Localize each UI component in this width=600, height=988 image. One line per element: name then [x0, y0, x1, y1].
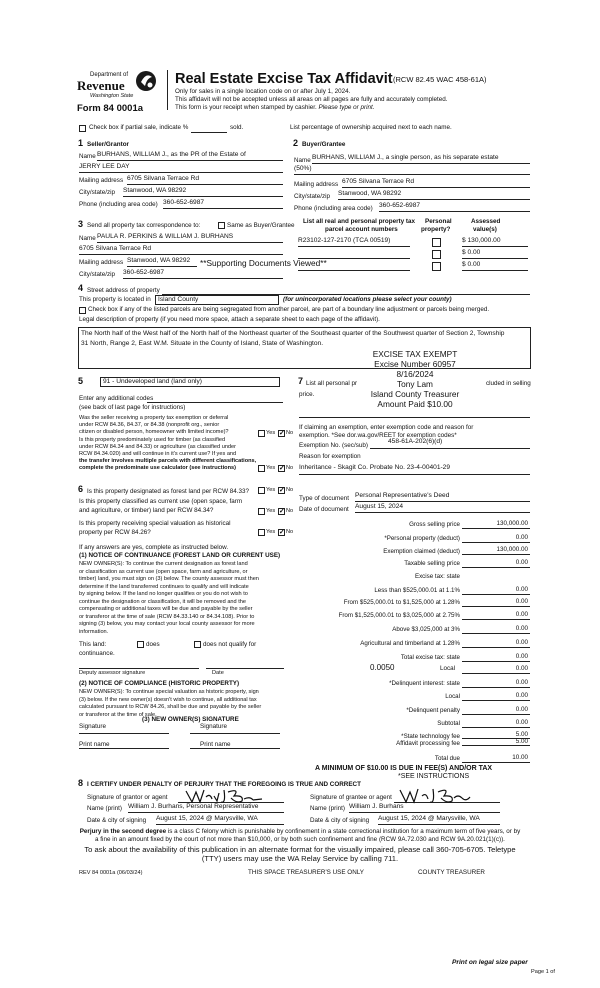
buyer-city-label: City/state/zip	[294, 193, 331, 200]
stamp-line-6: Amount Paid $10.00	[377, 399, 453, 409]
personal-property-line[interactable]	[299, 417, 530, 418]
perjury-line-2: a fine in an amount fixed by the court of not more than $10,000, or by both such confinement and fine (RCW 9A.72.030 and RCW 9A.20.021(1)(c)).	[95, 836, 505, 843]
section-1-number: 1	[78, 138, 84, 148]
calc-line	[462, 619, 530, 620]
page-number: Page 1 of	[531, 969, 555, 975]
continuance-label: continuance.	[79, 650, 115, 657]
exemption-no-label: Exemption No. (sec/sub)	[299, 442, 368, 449]
q-timber-yes: Yes	[266, 465, 276, 471]
q-exemption-l3: citizen or disabled person, homeowner with limited income)?	[79, 429, 229, 435]
q-timber-no: No	[286, 465, 294, 471]
grantor-name-line	[128, 812, 284, 813]
legal-line-2: 31 North, Range 2, East W.M. Situate in the County of Island, State of Washington.	[81, 340, 324, 347]
same-as-buyer-label: Same as Buyer/Grantee	[227, 222, 295, 229]
deputy-date-label: Date	[212, 670, 224, 676]
segregated-label: Check box if any of the listed parcels are being segregated from another parcel, are part of a boundary line adjustment or parcels being merged.	[88, 306, 490, 313]
grantee-name[interactable]: William J. Burhans	[349, 803, 404, 810]
parcel-row-1[interactable]: R23102-127-2170 (TCA 00519)	[298, 237, 391, 244]
assessed-col-header-2: value(s)	[473, 226, 497, 233]
grantee-signature-icon	[398, 786, 478, 806]
header-divider	[167, 70, 168, 110]
calc-label: Exemption claimed (deduct)	[383, 548, 460, 555]
section-7-number: 7	[298, 376, 304, 386]
local2-label: Local	[445, 693, 460, 700]
notice1-line: by signing below. If the land no longer qualifies or you do not wish to	[79, 591, 248, 597]
calc-line	[462, 661, 530, 662]
local2-value[interactable]: 0.00	[515, 692, 528, 699]
parcel-col-header-2: parcel account numbers	[325, 226, 398, 233]
seller-name-line2[interactable]: JERRY LEE DAY	[79, 163, 130, 170]
tax-mailing-label: Mailing address	[79, 259, 124, 266]
q-forest-yes: Yes	[266, 487, 276, 493]
q-forest-no-checkbox[interactable]: ✓	[279, 487, 285, 494]
calc-label: *Personal property (deduct)	[384, 535, 460, 542]
q-exemption-yes-checkbox[interactable]	[258, 430, 265, 437]
seller-name2-underline	[79, 172, 283, 173]
seller-mailing[interactable]: 6705 Silvana Terrace Rd	[127, 175, 200, 182]
deputy-sig-label: Deputy assessor signature	[79, 670, 146, 676]
deputy-date-line[interactable]	[206, 668, 284, 669]
calc-value[interactable]: 0.00	[515, 559, 528, 566]
notice1-line: NEW OWNER(S): To continue the current designation as forest land	[79, 561, 248, 567]
calc-value[interactable]: 0.00	[515, 534, 528, 541]
parcel-row-1-line	[298, 246, 410, 247]
q-current-use-no: No	[286, 508, 294, 514]
section-6-number: 6	[78, 484, 84, 494]
grantor-name[interactable]: William J. Burhans, Personal Representative	[128, 803, 259, 810]
q-forest-yes-checkbox[interactable]	[258, 487, 265, 494]
buyer-phone-underline	[379, 211, 530, 212]
notice2-line: NEW OWNER(S): To continue special valuation as historic property, sign	[79, 689, 259, 695]
subtotal-label: Subtotal	[437, 720, 460, 727]
grantee-date-label: Date & city of signing	[310, 817, 370, 824]
calc-label: From $525,000.01 to $1,525,000 at 1.28%	[343, 599, 460, 606]
header-note-2: This affidavit will not be accepted unless all areas on all pages are fully and accurately completed.	[175, 96, 448, 103]
personal-property-checkbox-2[interactable]	[432, 250, 441, 259]
local-rate: 0.0050	[370, 663, 395, 672]
calc-label: Excise tax: state	[414, 573, 460, 580]
total-due-value[interactable]: 10.00	[512, 754, 528, 761]
delinquent-penalty-label: *Delinquent penalty	[406, 707, 460, 714]
calc-label: Agricultural and timberland at 1.28%	[360, 640, 460, 647]
seller-phone[interactable]: 360-652-6987	[163, 199, 205, 206]
land-does-not-label: does not qualify for	[203, 641, 257, 648]
owner-sig-label-1: Signature	[79, 723, 106, 730]
partial-percent-line[interactable]	[191, 132, 227, 133]
additional-codes-line[interactable]	[147, 402, 283, 403]
calc-label: Total excise tax: state	[400, 654, 460, 661]
county-value: Island County	[158, 296, 199, 303]
tax-name-label: Name	[79, 235, 96, 242]
same-as-buyer-checkbox[interactable]	[218, 222, 225, 229]
buyer-name2-underline	[294, 174, 530, 175]
buyer-name-line2[interactable]: (50%)	[294, 165, 312, 172]
tech-fee-label: *State technology fee	[401, 733, 460, 740]
stamp-line-4: Tony Lam	[397, 379, 433, 389]
legal-description-label: Legal description of property (if you need more space, attach a separate sheet to each page of the affidavit).	[79, 316, 380, 323]
notice-continuance-title: (1) NOTICE OF CONTINUANCE (FOREST LAND OR CURRENT USE)	[79, 552, 281, 559]
tax-name2-underline	[79, 254, 283, 255]
calc-line	[462, 687, 530, 688]
section-3-number: 3	[78, 219, 84, 229]
calc-value[interactable]: 0.00	[515, 611, 528, 618]
calc-label: Less than $525,000.01 at 1.1%	[374, 587, 460, 594]
partial-sale-checkbox[interactable]	[79, 125, 86, 132]
buyer-name-label: Name	[294, 157, 311, 164]
assessed-value-2-line	[462, 258, 528, 259]
dor-emblem-icon	[134, 68, 158, 94]
owner-print-label-1: Print name	[79, 741, 110, 748]
q-timber-l1: Is this property predominately used for timber (as classified	[79, 437, 226, 443]
local-label: Local	[440, 665, 456, 672]
buyer-name-underline	[312, 163, 530, 164]
unincorporated-note: (for unincorporated locations please select your county)	[283, 296, 452, 303]
header-note-3: This form is your receipt when stamped by cashier. Please type or print.	[175, 104, 375, 111]
q-current-use-l2: and agriculture, or timber) land per RCW 84.34?	[79, 507, 214, 514]
certify-statement: I CERTIFY UNDER PENALTY OF PERJURY THAT THE FOREGOING IS TRUE AND CORRECT	[87, 781, 361, 788]
q-current-use-yes: Yes	[266, 508, 276, 514]
q-exemption-no-checkbox[interactable]: ✓	[279, 430, 285, 437]
form-title: Real Estate Excise Tax Affidavit	[175, 71, 393, 87]
calc-line	[462, 554, 530, 555]
notice1-line: or transferor at the time of sale (RCW 84.33.140 or 84.34.108). Prior to	[79, 613, 255, 620]
calc-line	[462, 594, 530, 595]
tax-city-label: City/state/zip	[79, 271, 116, 278]
q-current-use-l1: Is this property classified as current use (open space, farm	[79, 498, 243, 505]
exemption-no-line	[370, 448, 530, 449]
notice1-line: or classification as current use (open space, farm and agriculture, or	[79, 568, 248, 575]
owner-sig-line-1[interactable]	[79, 733, 169, 734]
q-historic-no: No	[286, 529, 294, 535]
calc-value[interactable]: 0.00	[515, 639, 528, 646]
calc-line	[462, 762, 530, 763]
personal-property-checkbox-3[interactable]	[432, 262, 441, 271]
dept-line2: Revenue	[77, 78, 125, 93]
county-treasurer-label: COUNTY TREASURER	[418, 869, 485, 876]
buyer-heading: Buyer/Grantee	[302, 141, 346, 148]
this-land-label: This land:	[79, 641, 107, 648]
calc-line	[462, 542, 530, 543]
q-historic-yes: Yes	[266, 529, 276, 535]
parcel-col-header: List all real and personal property tax	[303, 218, 415, 225]
tax-city-underline	[123, 278, 283, 279]
reason-value[interactable]: Inheritance - Skagit Co. Probate No. 23-4-00401-29	[299, 464, 451, 471]
q-current-use-no-checkbox[interactable]: ✓	[279, 508, 285, 515]
owner-print-label-2: Print name	[200, 741, 231, 748]
seller-phone-label: Phone (including area code)	[79, 201, 158, 208]
rcw-reference: (RCW 82.45 WAC 458-61A)	[393, 75, 487, 84]
notice2-line: (3) below. If the new owner(s) doesn't wish to continue, all additional tax	[79, 696, 257, 703]
q-timber-yes-checkbox[interactable]	[258, 465, 265, 472]
assessed-value-1[interactable]: $ 130,000.00	[462, 237, 501, 244]
buyer-city[interactable]: Stanwood, WA 98292	[338, 190, 402, 197]
stamp-line-2: Excise Number 60957	[374, 359, 456, 369]
delinquent-interest-label: *Delinquent interest: state	[389, 680, 460, 687]
grantee-name-label: Name (print)	[310, 805, 345, 812]
seller-mailing-label: Mailing address	[79, 177, 124, 184]
notice2-line: or transferor at the time of sale.	[79, 711, 157, 718]
dept-line1: Department of	[90, 72, 129, 78]
section-4-number: 4	[78, 283, 84, 293]
parcel-row-2-line[interactable]	[298, 258, 410, 259]
perjury-line-1: Perjury in the second degree is a class C felony which is punishable by confinement in a state correctional institution for a maximum term of five years, or by	[79, 828, 521, 835]
seller-name-label: Name	[79, 153, 96, 160]
land-does-checkbox[interactable]	[137, 641, 144, 648]
section-5-number: 5	[78, 376, 84, 386]
availability-line-2: (TTY) users may use the WA Relay Service by calling 711.	[201, 854, 399, 863]
q-timber-no-checkbox[interactable]: ✓	[279, 465, 285, 472]
availability-line-1: To ask about the availability of this publication in an alternate format for the visually impaired, please call 360-705-6705. Teletype	[84, 845, 516, 854]
tax-name-line1[interactable]: PAULA R. PERKINS & WILLIAM J. BURHANS	[97, 233, 234, 240]
personal-col-header-2: property?	[421, 226, 451, 233]
delinquent-penalty-value[interactable]: 0.00	[515, 706, 528, 713]
calc-line	[462, 700, 530, 701]
tax-city[interactable]: 360-652-6987	[123, 269, 165, 276]
grantor-sig-label: Signature of grantor or agent	[87, 794, 168, 801]
tax-name-line2[interactable]: 6705 Silvana Terrace Rd	[79, 245, 152, 252]
notice-compliance-title: (2) NOTICE OF COMPLIANCE (HISTORIC PROPERTY)	[79, 680, 240, 687]
seller-city[interactable]: Stanwood, WA 98292	[123, 187, 187, 194]
price-label: price.	[299, 391, 315, 398]
grantor-date-label: Date & city of signing	[87, 817, 147, 824]
doc-date-value[interactable]: August 15, 2024	[355, 503, 404, 510]
calc-label: Taxable selling price	[404, 560, 460, 567]
partial-sale-label: Check box if partial sale, indicate %	[89, 124, 189, 131]
q-historic-yes-checkbox[interactable]	[258, 529, 265, 536]
calc-line	[462, 673, 530, 674]
subtotal-value[interactable]: 0.00	[515, 719, 528, 726]
personal-property-checkbox-1[interactable]	[432, 238, 441, 247]
tax-name-underline	[97, 242, 283, 243]
q-historic-l1: Is this property receiving special valuation as historical	[79, 520, 231, 527]
owner-sig-line-2[interactable]	[190, 733, 280, 734]
grantee-date-line	[378, 824, 500, 825]
tech-fee-value[interactable]: 5.00	[515, 731, 528, 738]
calc-line	[462, 745, 530, 746]
minimum-due-note: A MINIMUM OF $10.00 IS DUE IN FEE(S) AND/OR TAX	[315, 765, 493, 772]
assessed-value-3[interactable]: $ 0.00	[462, 261, 481, 268]
form-number: Form 84 0001a	[77, 103, 144, 114]
doc-type-value[interactable]: Personal Representative's Deed	[355, 492, 450, 499]
calc-line	[462, 727, 530, 728]
q-exemption-no: No	[286, 430, 294, 436]
buyer-city-underline	[338, 199, 530, 200]
ownership-note: List percentage of ownership acquired next to each name.	[290, 124, 452, 131]
exemption-claim-l1: If claiming an exemption, enter exemption code and reason for	[299, 424, 474, 431]
q-exemption-l2: under RCW 84.36, 84.37, or 84.38 (nonprofit org., senior	[79, 422, 220, 428]
exemption-no-value[interactable]: 458-61A-202(6)(d)	[388, 438, 443, 445]
calc-label: Gross selling price	[409, 521, 460, 528]
grantee-date[interactable]: August 15, 2024 @ Marysville, WA	[378, 815, 480, 822]
calc-label: Above $3,025,000 at 3%	[392, 626, 460, 633]
see-instructions-note: *SEE INSTRUCTIONS	[398, 773, 470, 780]
seller-name-underline	[97, 160, 283, 161]
assessed-value-1-line	[462, 246, 528, 247]
processing-fee-value[interactable]: 5.00	[515, 738, 528, 745]
grantee-sig-label: Signature of grantee or agent	[310, 794, 392, 801]
section-2-number: 2	[293, 138, 299, 148]
seller-city-label: City/state/zip	[79, 189, 116, 196]
calc-value[interactable]: 130,000.00	[496, 546, 528, 553]
seller-mailing-underline	[127, 184, 283, 185]
calc-line	[462, 567, 530, 568]
assessed-value-2[interactable]: $ 0.00	[462, 249, 481, 256]
treasurer-use-only: THIS SPACE TREASURER'S USE ONLY	[248, 869, 364, 876]
located-in-label: This property is located in	[79, 296, 151, 303]
reason-line	[299, 474, 530, 475]
calc-value[interactable]: 0.00	[515, 598, 528, 605]
seller-name-line1[interactable]: BURHANS, WILLIAM J., as the PR of the Estate of	[97, 151, 246, 158]
personal-col-header: Personal	[425, 218, 452, 225]
tax-mailing[interactable]: Stanwood, WA 98292	[127, 257, 191, 264]
seller-city-underline	[123, 196, 283, 197]
doc-date-label: Date of document	[299, 506, 349, 513]
grantor-name-label: Name (print)	[87, 805, 122, 812]
street-address-label: Street address of property	[87, 287, 160, 294]
notice1-line: timber) land, you must sign on (3) below. The county assessor must then	[79, 576, 259, 582]
calc-value[interactable]: 0.00	[515, 625, 528, 632]
tax-correspondence-heading: Send all property tax correspondence to:	[87, 222, 201, 229]
section-8-number: 8	[78, 778, 84, 788]
calc-value[interactable]: 130,000.00	[496, 520, 528, 527]
notice2-line: calculated pursuant to RCW 84.26, shall be due and payable by the seller	[79, 704, 262, 710]
calc-line	[462, 647, 530, 648]
q-timber-l2: under RCW 84.34 and 84.33) or agriculture (as classified under	[79, 444, 237, 450]
grantor-date[interactable]: August 15, 2024 @ Marysville, WA	[156, 815, 258, 822]
reason-label: Reason for exemption	[299, 453, 361, 460]
see-back-note: (see back of last page for instructions)	[79, 404, 186, 411]
new-owner-sig-heading: (3) NEW OWNER(S) SIGNATURE	[142, 716, 239, 723]
q-timber-l4: the transfer involves multiple parcels with different classifications,	[79, 458, 257, 464]
grantor-date-line	[156, 824, 284, 825]
buyer-mailing[interactable]: 6705 Silvana Terrace Rd	[342, 178, 415, 185]
q-exemption-l1: Was the seller receiving a property tax exemption or deferral	[79, 415, 229, 421]
owner-sig-label-2: Signature	[200, 723, 227, 730]
dept-line3: Washington State	[90, 93, 134, 99]
doc-date-line	[355, 512, 530, 513]
doc-type-label: Type of document	[299, 495, 350, 502]
notice1-line: signing (3) below, you may contact your local county assessor for more	[79, 621, 255, 627]
local-value[interactable]: 0.00	[515, 665, 528, 672]
stamp-line-5: Island County Treasurer	[370, 389, 460, 399]
seller-heading: Seller/Grantor	[87, 141, 129, 148]
calc-value[interactable]: 0.00	[515, 653, 528, 660]
parcel-row-3-line[interactable]	[298, 270, 410, 271]
calc-line	[462, 606, 530, 607]
q-historic-no-checkbox[interactable]: ✓	[279, 529, 285, 536]
header-note-1: Only for sales in a single location code on or after July 1, 2024.	[175, 88, 351, 95]
segregated-checkbox[interactable]	[79, 307, 86, 314]
buyer-phone[interactable]: 360-652-6987	[379, 202, 421, 209]
revision-code: REV 84 0001a (06/03/24)	[79, 870, 143, 876]
exemption-claim-l2: exemption. *See dor.wa.gov/REET for exemption codes*	[299, 432, 457, 439]
buyer-phone-label: Phone (including area code)	[294, 205, 373, 212]
q-forest-no: No	[286, 487, 294, 493]
q-timber-l3: RCW 84.34.020) and will continue in it's current use? If yes and	[79, 451, 237, 457]
county-select[interactable]	[155, 295, 279, 305]
buyer-mailing-underline	[342, 187, 530, 188]
included-label: cluded in selling	[486, 380, 531, 387]
calc-line	[462, 714, 530, 715]
delinquent-interest-value[interactable]: 0.00	[515, 679, 528, 686]
q-current-use-yes-checkbox[interactable]	[258, 508, 265, 515]
notice1-line: determine if the land transferred continues to qualify and will indicate	[79, 583, 249, 590]
land-use-select[interactable]	[100, 377, 280, 387]
supporting-docs-viewed: **Supporting Documents Viewed**	[200, 258, 327, 268]
processing-fee-label: Affidavit processing fee	[396, 740, 460, 747]
buyer-mailing-label: Mailing address	[294, 181, 339, 188]
calc-label: From $1,525,000.01 to $3,025,000 at 2.75%	[338, 612, 460, 619]
notice1-line: compensating or additional taxes will be due and payable by the seller	[79, 606, 253, 612]
notice1-line: continue the designation or classification, it will be removed and the	[79, 598, 246, 605]
tax-mailing-underline	[127, 266, 197, 267]
stamp-line-3: 8/16/2024	[396, 369, 434, 379]
grantee-name-line	[349, 812, 500, 813]
calc-line	[462, 528, 530, 529]
assessed-value-3-line	[462, 270, 528, 271]
doc-type-line	[355, 501, 530, 502]
total-due-label: Total due	[434, 755, 460, 762]
deputy-sig-line[interactable]	[79, 668, 199, 669]
land-does-label: does	[146, 641, 160, 648]
q-forest-land: Is this property designated as forest land per RCW 84.33?	[87, 488, 250, 495]
legal-paper-note: Print on legal size paper	[452, 959, 528, 966]
legal-line-1: The North half of the West half of the North half of the Northeast quarter of the Southeast quarter of the Southwest quarter of Section 2, Township	[81, 330, 505, 337]
land-does-not-checkbox[interactable]	[194, 641, 201, 648]
assessed-col-header: Assessed	[471, 218, 501, 225]
calc-line	[462, 633, 530, 634]
buyer-name-line1[interactable]: BURHANS, WILLIAM J., a single person, as his separate estate	[312, 154, 499, 161]
q-timber-l5: complete the predominate use calculator (see instructions)	[79, 465, 236, 471]
q-exemption-yes: Yes	[266, 430, 276, 436]
stamp-line-1: EXCISE TAX EXEMPT	[372, 349, 458, 359]
land-use-value: 91 - Undeveloped land (land only)	[103, 378, 202, 385]
list-personal-label: List all personal pr	[306, 380, 358, 387]
calc-value[interactable]: 0.00	[515, 586, 528, 593]
if-yes-note: If any answers are yes, complete as instructed below.	[79, 544, 229, 551]
additional-codes-label: Enter any additional codes	[79, 395, 154, 402]
notice1-line: information.	[79, 628, 109, 635]
partial-sold-label: sold.	[230, 124, 244, 131]
seller-phone-underline	[163, 208, 283, 209]
q-historic-l2: property per RCW 84.26?	[79, 529, 151, 536]
